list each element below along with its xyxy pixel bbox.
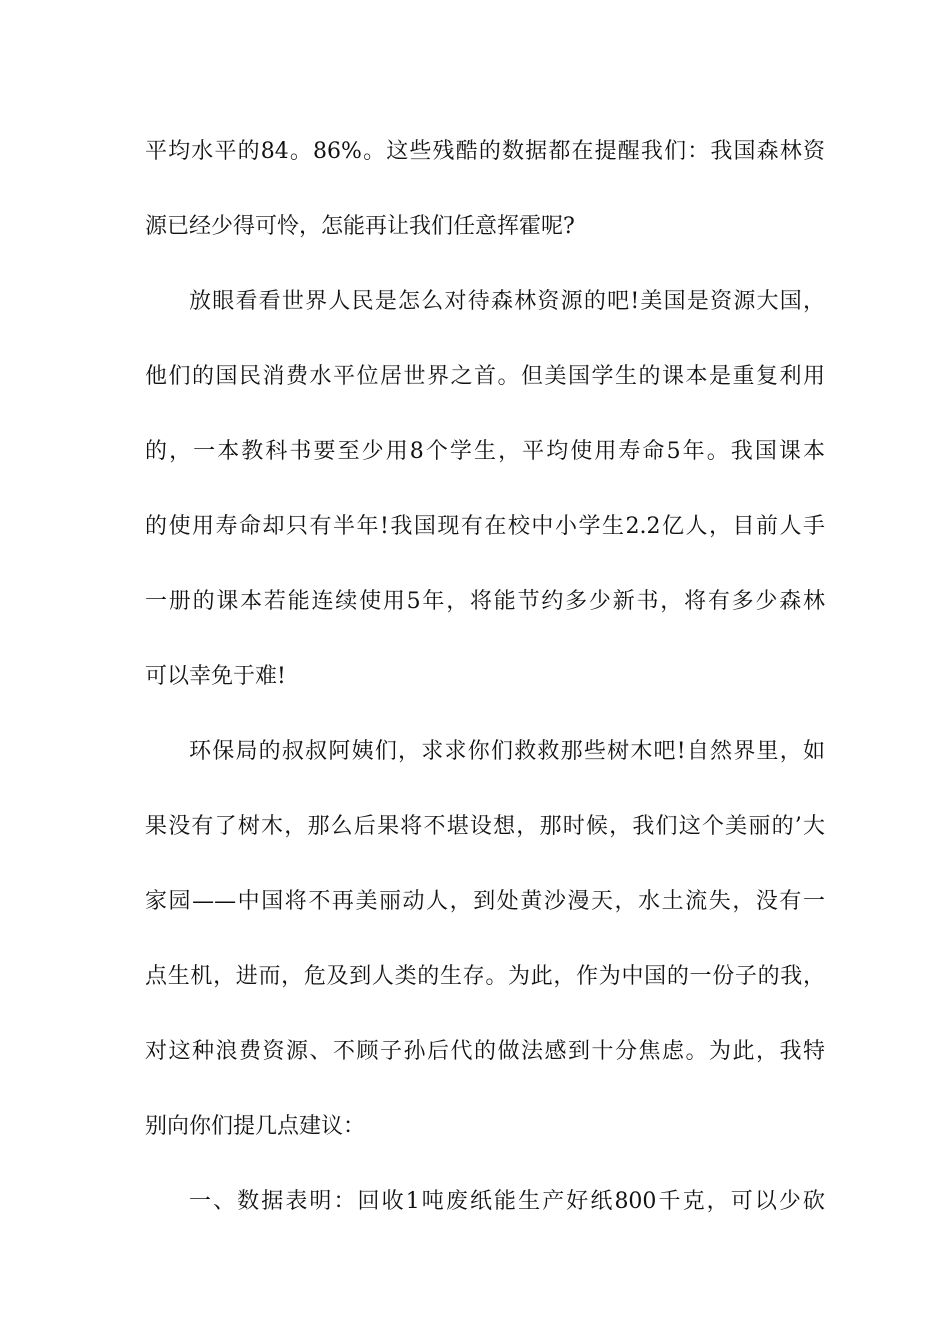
text-line-2: 源已经少得可怜，怎能再让我们任意挥霍呢? (145, 214, 575, 239)
text-line-3: 放眼看看世界人民是怎么对待森林资源的吧!美国是资源大国， (189, 289, 825, 314)
text-line-13: 对这种浪费资源、不顾子孙后代的做法感到十分焦虑。为此，我特 (145, 1039, 825, 1064)
text-line-10: 果没有了树木，那么后果将不堪设想，那时候，我们这个美丽的’大 (145, 814, 825, 839)
text-line-9: 环保局的叔叔阿姨们，求求你们救救那些树木吧!自然界里，如 (189, 739, 825, 764)
text-line-4: 他们的国民消费水平位居世界之首。但美国学生的课本是重复利用 (145, 364, 825, 389)
text-line-14: 别向你们提几点建议： (145, 1114, 366, 1139)
text-line-1: 平均水平的84。86%。这些残酷的数据都在提醒我们：我国森林资 (145, 139, 825, 164)
text-line-15: 一、数据表明：回收1吨废纸能生产好纸800千克，可以少砍 (189, 1189, 825, 1214)
text-line-6: 的使用寿命却只有半年!我国现有在校中小学生2.2亿人，目前人手 (145, 514, 825, 539)
text-line-8: 可以幸免于难! (145, 664, 286, 689)
text-line-5: 的，一本教科书要至少用8个学生，平均使用寿命5年。我国课本 (145, 439, 825, 464)
text-line-12: 点生机，进而，危及到人类的生存。为此，作为中国的一份子的我， (145, 964, 825, 989)
text-line-7: 一册的课本若能连续使用5年，将能节约多少新书，将有多少森林 (145, 589, 825, 614)
text-line-11: 家园——中国将不再美丽动人，到处黄沙漫天，水土流失，没有一 (145, 889, 825, 914)
